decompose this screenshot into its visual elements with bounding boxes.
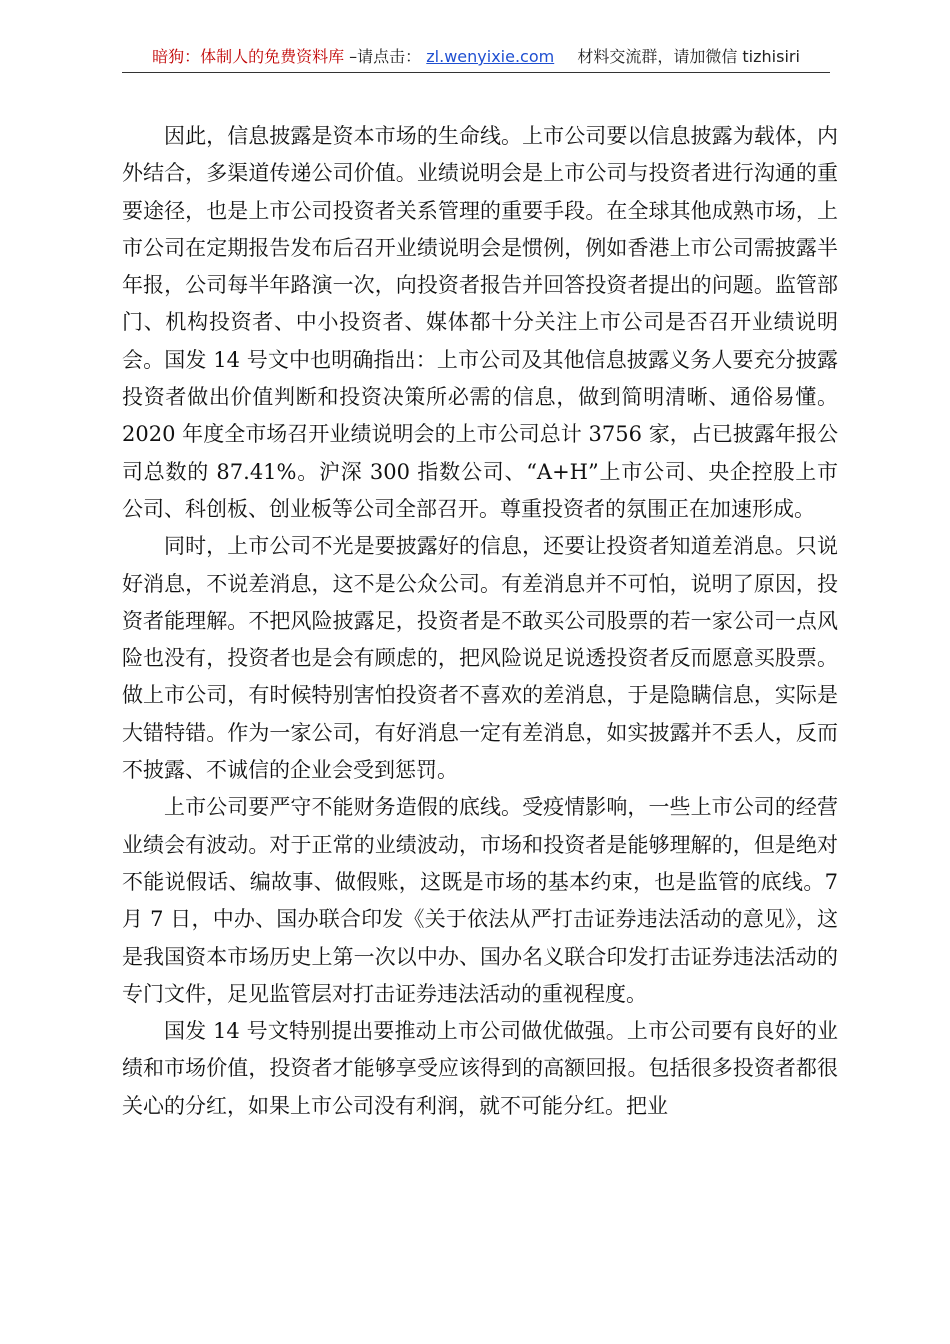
header-group-info: 材料交流群，请加微信 tizhisiri: [577, 47, 800, 66]
header-hint: –请点击：: [349, 47, 422, 66]
header-brand: 暗狗：体制人的免费资料库: [152, 47, 345, 66]
header-link[interactable]: zl.wenyixie.com: [426, 47, 555, 66]
document-body: [122, 118, 838, 1125]
paragraph-1: 因此，信息披露是资本市场的生命线。上市公司要以信息披露为载体，内外结合，多渠道传递公司价值。业绩说明会是上市公司与投资者进行沟通的重要途径，也是上市公司投资者关系管理的重要手段。在全球其他成熟市场，上市公司在定期报告发布后召开业绩说明会是惯例，例如香港上市公司需披露半年报，公司每半年路演一次，向投资者报告并回答投资者提出的问题。监管部门、机构投资者、中小投资者、媒体都十分关注上市公司是否召开业绩说明会。国发 14 号文中也明确指出：上市公司及其他信息披露义务人要充分披露投资者做出价值判断和投资决策所必需的信息，做到简明清晰、通俗易懂。2020 年度全市场召开业绩说明会的上市公司总计 3756 家，占已披露年报公司总数的 87.41%。沪深 300 指数公司、“A+H”上市公司、央企控股上市公司、科创板、创业板等公司全部召开。尊重投资者的氛围正在加速形成。: [122, 124, 838, 521]
paragraph-3: 上市公司要严守不能财务造假的底线。受疫情影响，一些上市公司的经营业绩会有波动。对于正常的业绩波动，市场和投资者是能够理解的，但是绝对不能说假话、编故事、做假账，这既是市场的基本约束，也是监管的底线。7 月 7 日，中办、国办联合印发《关于依法从严打击证券违法活动的意见》，这是我国资本市场历史上第一次以中办、国办名义联合印发打击证券违法活动的专门文件，足见监管层对打击证券违法活动的重视程度。: [122, 795, 838, 1006]
page-header: [122, 46, 830, 73]
paragraph-4: 国发 14 号文特别提出要推动上市公司做优做强。上市公司要有良好的业绩和市场价值，投资者才能够享受应该得到的高额回报。包括很多投资者都很关心的分红，如果上市公司没有利润，就不可能分红。把业: [122, 1019, 838, 1118]
paragraph-2: 同时，上市公司不光是要披露好的信息，还要让投资者知道差消息。只说好消息，不说差消息，这不是公众公司。有差消息并不可怕，说明了原因，投资者能理解。不把风险披露足，投资者是不敢买公司股票的若一家公司一点风险也没有，投资者也是会有顾虑的，把风险说足说透投资者反而愿意买股票。做上市公司，有时候特别害怕投资者不喜欢的差消息，于是隐瞒信息，实际是大错特错。作为一家公司，有好消息一定有差消息，如实披露并不丢人，反而不披露、不诚信的企业会受到惩罚。: [122, 534, 838, 783]
